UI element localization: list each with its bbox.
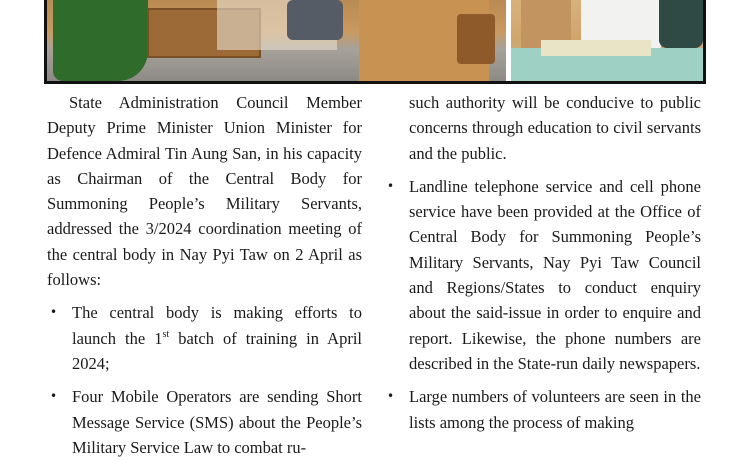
list-item-text: The central body is making efforts to launch the 1 xyxy=(72,303,362,348)
list-item-text: batch of training in April 2024; xyxy=(72,328,362,373)
list-item-text: Large numbers of volunteers are seen in the lists among the process of making xyxy=(409,387,701,432)
intro-paragraph: State Administration Council Member Deputy Prime Minister Union Minister for Defence Admiral Tin Aung San, in his capacity as Chairman of the Central Body for Summoning People’s Military Servants, addressed the 3/2024 coordination meeting of the central body in Nay Pyi Taw on 2 April as follows: xyxy=(47,93,362,290)
bullet-icon: • xyxy=(50,305,58,320)
continuation-paragraph: such authority will be conducive to public concerns through education to civil servants and the public. xyxy=(409,93,701,163)
bullet-icon: • xyxy=(50,389,58,404)
news-photo xyxy=(44,0,706,84)
bullet-icon: • xyxy=(387,178,395,193)
list-item xyxy=(384,384,701,435)
list-item xyxy=(47,384,362,460)
list-item xyxy=(47,300,362,376)
list-item-text: Four Mobile Operators are sending Short Message Service (SMS) about the People’s Military Service Law to combat ru- xyxy=(72,387,362,457)
bullet-icon: • xyxy=(387,389,395,404)
chair-shape xyxy=(287,0,343,40)
meeting-photo-left xyxy=(47,0,506,81)
papers-shape xyxy=(541,40,651,56)
meeting-photo-right xyxy=(511,0,706,81)
superscript: st xyxy=(162,328,170,340)
list-item xyxy=(384,174,701,376)
list-item-text: Landline telephone service and cell phone service have been provided at the Office of Central Body for Summoning People’s Military Servants, Nay Pyi Taw Council and Regions/States to conduct enquiry about the said-issue in order to enquire and report. Likewise, the phone numbers are described in the State-run daily newspapers. xyxy=(409,176,701,373)
chair-shape-right xyxy=(659,0,703,48)
right-column xyxy=(384,90,701,435)
side-chair-shape xyxy=(457,14,495,64)
left-column xyxy=(47,90,362,460)
officer-figure xyxy=(53,0,148,81)
